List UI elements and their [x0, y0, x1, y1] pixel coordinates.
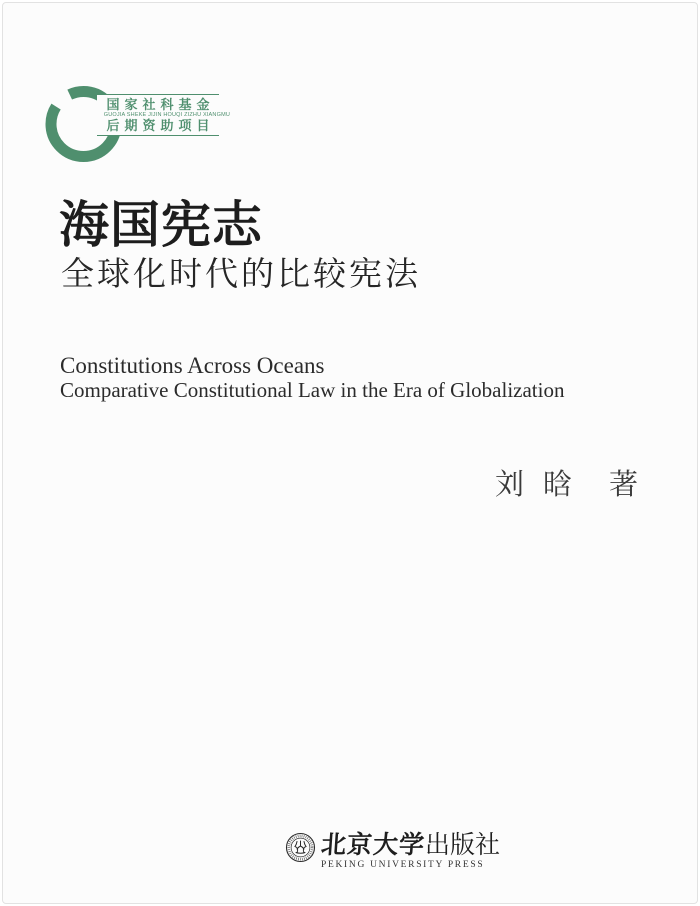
author-line [495, 462, 638, 503]
pku-seal-icon [285, 832, 316, 863]
funding-line1: 国家社科基金 [106, 97, 215, 112]
english-title-line1: Constitutions Across Oceans [60, 353, 325, 378]
publisher-text [321, 832, 500, 871]
publisher-lockup [285, 832, 500, 871]
funding-pinyin: GUOJIA SHEKE JIJIN HOUQI ZIZHU XIANGMU [103, 112, 231, 118]
subtitle: 全球化时代的比较宪法 [61, 257, 421, 293]
author-surname: 刘 [495, 469, 525, 501]
book-title-page [2, 2, 698, 904]
funding-logo-text [97, 94, 231, 136]
publisher-name-cn [321, 832, 500, 859]
english-title-line2: Comparative Constitutional Law in the Era of Globalization [60, 378, 565, 402]
author-role: 著 [609, 469, 639, 501]
author-given-name: 晗 [543, 469, 573, 501]
funding-logo [45, 85, 231, 165]
funding-line2: 后期资助项目 [106, 118, 215, 133]
publisher-name-cn-script: 北京大学 [320, 832, 426, 859]
publisher-name-en: PEKING UNIVERSITY PRESS [321, 860, 485, 870]
english-title [60, 353, 564, 402]
publisher-name-cn-rest: 出版社 [425, 832, 501, 859]
main-title: 海国宪志 [59, 197, 263, 253]
